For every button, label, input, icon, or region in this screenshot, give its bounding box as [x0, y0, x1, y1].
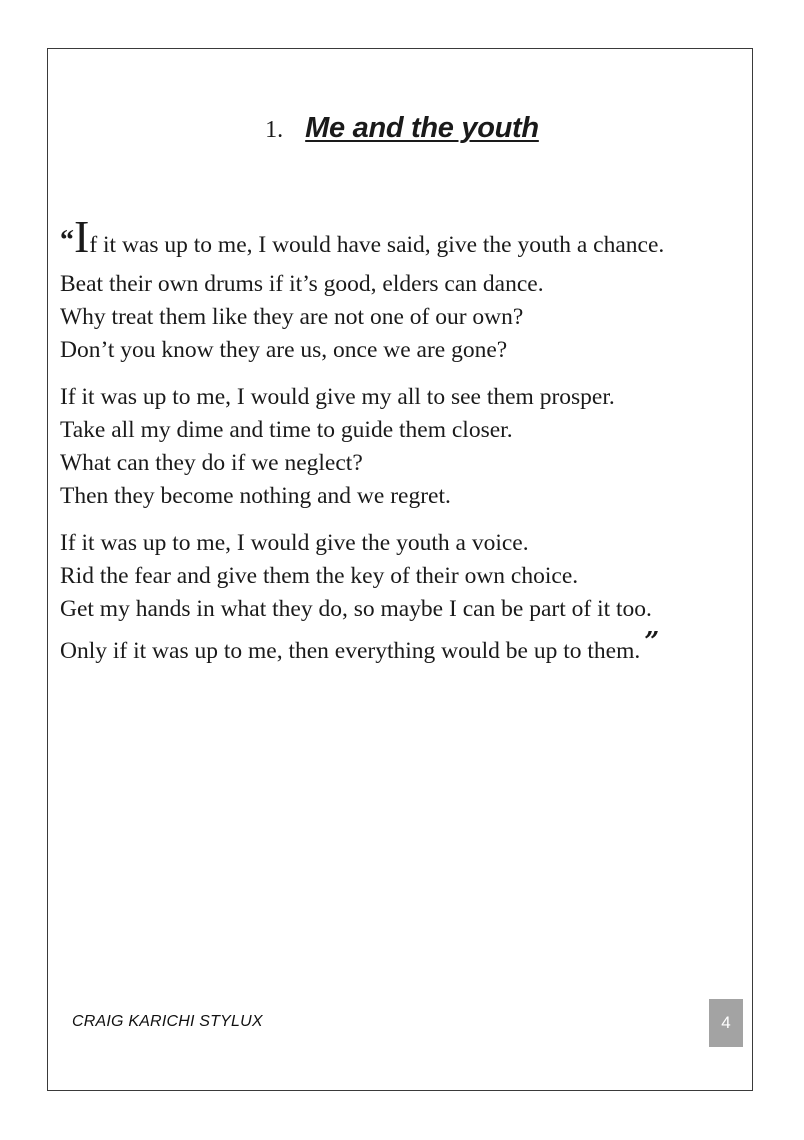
poem-line: If it was up to me, I would give my all to see them prosper. — [60, 384, 615, 410]
poem-line: If it was up to me, I would give the youth a voice. — [60, 530, 529, 556]
poem-line-text: Only if it was up to me, then everything would be up to them. — [60, 638, 641, 664]
poem-body — [60, 211, 750, 682]
poem-line: Beat their own drums if it’s good, elders can dance. — [60, 271, 544, 297]
poem-line — [60, 211, 750, 262]
poem-line: What can they do if we neglect? — [60, 450, 363, 476]
stanza-1 — [60, 211, 750, 367]
poem-line: Take all my dime and time to guide them closer. — [60, 417, 513, 443]
footer-author: CRAIG KARICHI STYLUX — [72, 1013, 263, 1030]
poem-line-text: f it was up to me, I would have said, give the youth a chance. — [89, 232, 665, 258]
poem-title: Me and the youth — [305, 112, 539, 144]
poem-line: Why treat them like they are not one of our own? — [60, 304, 524, 330]
stanza-3 — [60, 527, 750, 668]
poem-number: 1. — [265, 117, 284, 143]
poem-line: Rid the fear and give them the key of their own choice. — [60, 563, 579, 589]
poem-line — [60, 626, 750, 668]
poem-line: Don’t you know they are us, once we are gone? — [60, 337, 508, 363]
poem-line: Then they become nothing and we regret. — [60, 483, 451, 509]
open-quote-mark: “ — [60, 225, 74, 256]
poem-line: Get my hands in what they do, so maybe I can be part of it too. — [60, 596, 652, 622]
page-number: 4 — [709, 999, 743, 1047]
poem-heading — [0, 112, 804, 145]
close-quote-mark: ” — [644, 627, 660, 657]
stanza-2 — [60, 381, 750, 513]
drop-cap: I — [74, 211, 90, 262]
